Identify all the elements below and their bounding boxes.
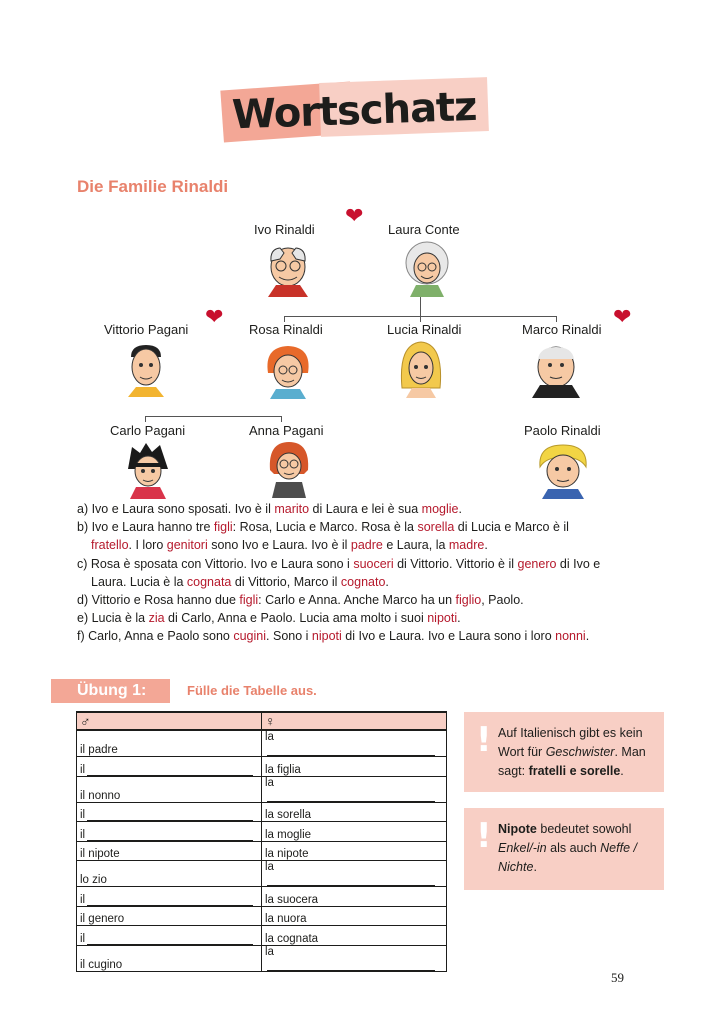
table-row bbox=[77, 926, 447, 946]
name-paolo: Paolo Rinaldi bbox=[524, 423, 601, 438]
fill-in-blank[interactable] bbox=[87, 828, 253, 841]
line-tick-carlo bbox=[145, 416, 146, 422]
broken-heart-icon: ❤ bbox=[613, 304, 632, 329]
info-text: Nipote bedeutet sowohl Enkel/-in als auch Neffe / Nichte. bbox=[498, 822, 637, 874]
cell-text: la suocera bbox=[265, 893, 319, 906]
table-row bbox=[77, 861, 447, 887]
info-box-nipote bbox=[464, 808, 664, 890]
info-box-geschwister bbox=[464, 712, 664, 792]
page-title: Wortschatz bbox=[231, 83, 478, 139]
female-cell bbox=[262, 802, 447, 822]
vocabulary-sentences bbox=[77, 500, 637, 646]
female-cell bbox=[262, 822, 447, 842]
male-cell bbox=[77, 802, 262, 822]
cell-text: il bbox=[80, 828, 86, 841]
female-cell bbox=[262, 730, 447, 757]
male-cell bbox=[77, 887, 262, 907]
portrait-ivo bbox=[262, 243, 314, 297]
cell-text: il bbox=[80, 809, 86, 821]
line-tick-marco bbox=[556, 316, 557, 322]
name-rosa: Rosa Rinaldi bbox=[249, 322, 323, 337]
info-text: Auf Italienisch gibt es kein Wort für Geschwister. Man sagt: fratelli e sorelle. bbox=[498, 726, 646, 778]
male-cell bbox=[77, 926, 262, 946]
table-row bbox=[77, 945, 447, 971]
vocabulary-table bbox=[76, 711, 447, 972]
fill-in-blank[interactable] bbox=[267, 789, 435, 802]
female-cell bbox=[262, 887, 447, 907]
page-number: 59 bbox=[611, 970, 624, 985]
cell-text: la bbox=[265, 945, 274, 958]
male-cell bbox=[77, 945, 262, 971]
fill-in-blank[interactable] bbox=[87, 932, 253, 945]
male-symbol: ♂ bbox=[77, 712, 262, 730]
cell-text: la nipote bbox=[265, 848, 309, 860]
name-laura: Laura Conte bbox=[388, 222, 460, 237]
female-symbol: ♀ bbox=[262, 712, 447, 730]
fill-in-blank[interactable] bbox=[87, 763, 253, 776]
sentence-c: c) Rosa è sposata con Vittorio. Ivo e Laura sono i suoceri di Vittorio. Vittorio è il genero di Ivo e bbox=[77, 556, 601, 571]
cell-text: la nuora bbox=[265, 913, 307, 925]
female-cell bbox=[262, 757, 447, 777]
exclamation-icon: ! bbox=[476, 816, 492, 856]
portrait-rosa bbox=[264, 343, 312, 399]
heart-icon: ❤ bbox=[205, 304, 224, 329]
portrait-marco bbox=[530, 343, 582, 398]
name-marco: Marco Rinaldi bbox=[522, 322, 602, 337]
sentence-b: b) Ivo e Laura hanno tre figli: Rosa, Lucia e Marco. Rosa è la sorella di Lucia e Marco è il bbox=[77, 520, 569, 535]
female-cell bbox=[262, 926, 447, 946]
female-cell bbox=[262, 776, 447, 802]
fill-in-blank[interactable] bbox=[87, 808, 253, 821]
line-tick-rosa bbox=[284, 316, 285, 322]
male-cell bbox=[77, 776, 262, 802]
female-cell bbox=[262, 861, 447, 887]
cell-text: il nonno bbox=[80, 789, 121, 802]
cell-text: lo zio bbox=[80, 874, 107, 886]
section-subtitle: Die Familie Rinaldi bbox=[77, 177, 229, 196]
portrait-vittorio bbox=[126, 343, 166, 397]
fill-in-blank[interactable] bbox=[267, 873, 435, 886]
cell-text: il bbox=[80, 763, 86, 776]
male-cell bbox=[77, 822, 262, 842]
table-row bbox=[77, 887, 447, 907]
cell-text: la moglie bbox=[265, 828, 312, 841]
portrait-paolo bbox=[536, 443, 590, 499]
cell-text: il cugino bbox=[80, 958, 123, 971]
heart-icon: ❤ bbox=[345, 203, 364, 228]
cell-text: la bbox=[265, 776, 274, 789]
name-carlo: Carlo Pagani bbox=[110, 423, 186, 438]
fill-in-blank[interactable] bbox=[267, 743, 435, 756]
cell-text: la sorella bbox=[265, 809, 312, 821]
sentence-c-cont: Laura. Lucia è la cognata di Vittorio, Marco il cognato. bbox=[91, 574, 389, 589]
cell-text: il genero bbox=[80, 913, 125, 925]
table-row bbox=[77, 822, 447, 842]
table-row bbox=[77, 730, 447, 757]
sentence-d: d) Vittorio e Rosa hanno due figli: Carlo e Anna. Anche Marco ha un figlio, Paolo. bbox=[77, 593, 524, 608]
cell-text: la cognata bbox=[265, 932, 319, 945]
table-row bbox=[77, 757, 447, 777]
table-row bbox=[77, 776, 447, 802]
male-cell bbox=[77, 757, 262, 777]
male-cell bbox=[77, 841, 262, 861]
fill-in-blank[interactable] bbox=[87, 893, 253, 906]
table-row bbox=[77, 841, 447, 861]
exclamation-icon: ! bbox=[476, 720, 492, 760]
cell-text: la bbox=[265, 861, 274, 873]
sentence-a: a) Ivo e Laura sono sposati. Ivo è il marito di Laura e lei è sua moglie. bbox=[77, 502, 462, 516]
line-tick-anna bbox=[281, 416, 282, 422]
cell-text: la figlia bbox=[265, 763, 301, 776]
cell-text: il bbox=[80, 893, 86, 906]
female-cell bbox=[262, 841, 447, 861]
fill-in-blank[interactable] bbox=[267, 958, 435, 971]
sentence-b-cont: fratello. I loro genitori sono Ivo e Laura. Ivo è il padre e Laura, la madre. bbox=[91, 538, 488, 553]
portrait-lucia bbox=[398, 340, 444, 398]
table-header-row bbox=[77, 712, 447, 730]
table-row bbox=[77, 802, 447, 822]
cousins-line bbox=[145, 416, 282, 417]
portrait-laura bbox=[400, 241, 454, 297]
sentence-e: e) Lucia è la zia di Carlo, Anna e Paolo. Lucia ama molto i suoi nipoti. bbox=[77, 611, 461, 626]
line-tick-parents bbox=[420, 296, 421, 322]
table-row bbox=[77, 906, 447, 926]
exercise-instruction: Fülle die Tabelle aus. bbox=[187, 683, 317, 698]
portrait-carlo bbox=[126, 443, 170, 499]
female-cell bbox=[262, 906, 447, 926]
cell-text: la bbox=[265, 731, 274, 743]
cell-text: il bbox=[80, 932, 86, 945]
female-cell bbox=[262, 945, 447, 971]
cell-text: il padre bbox=[80, 744, 118, 756]
name-anna: Anna Pagani bbox=[249, 423, 324, 438]
male-cell bbox=[77, 861, 262, 887]
exercise-label: Übung 1: bbox=[77, 682, 147, 699]
male-cell bbox=[77, 906, 262, 926]
name-ivo: Ivo Rinaldi bbox=[254, 222, 315, 237]
name-vittorio: Vittorio Pagani bbox=[104, 322, 189, 337]
portrait-anna bbox=[266, 440, 312, 498]
sentence-f: f) Carlo, Anna e Paolo sono cugini. Sono i nipoti di Ivo e Laura. Ivo e Laura sono i loro nonni. bbox=[77, 629, 590, 644]
cell-text: il nipote bbox=[80, 848, 120, 860]
name-lucia: Lucia Rinaldi bbox=[387, 322, 462, 337]
male-cell bbox=[77, 730, 262, 757]
